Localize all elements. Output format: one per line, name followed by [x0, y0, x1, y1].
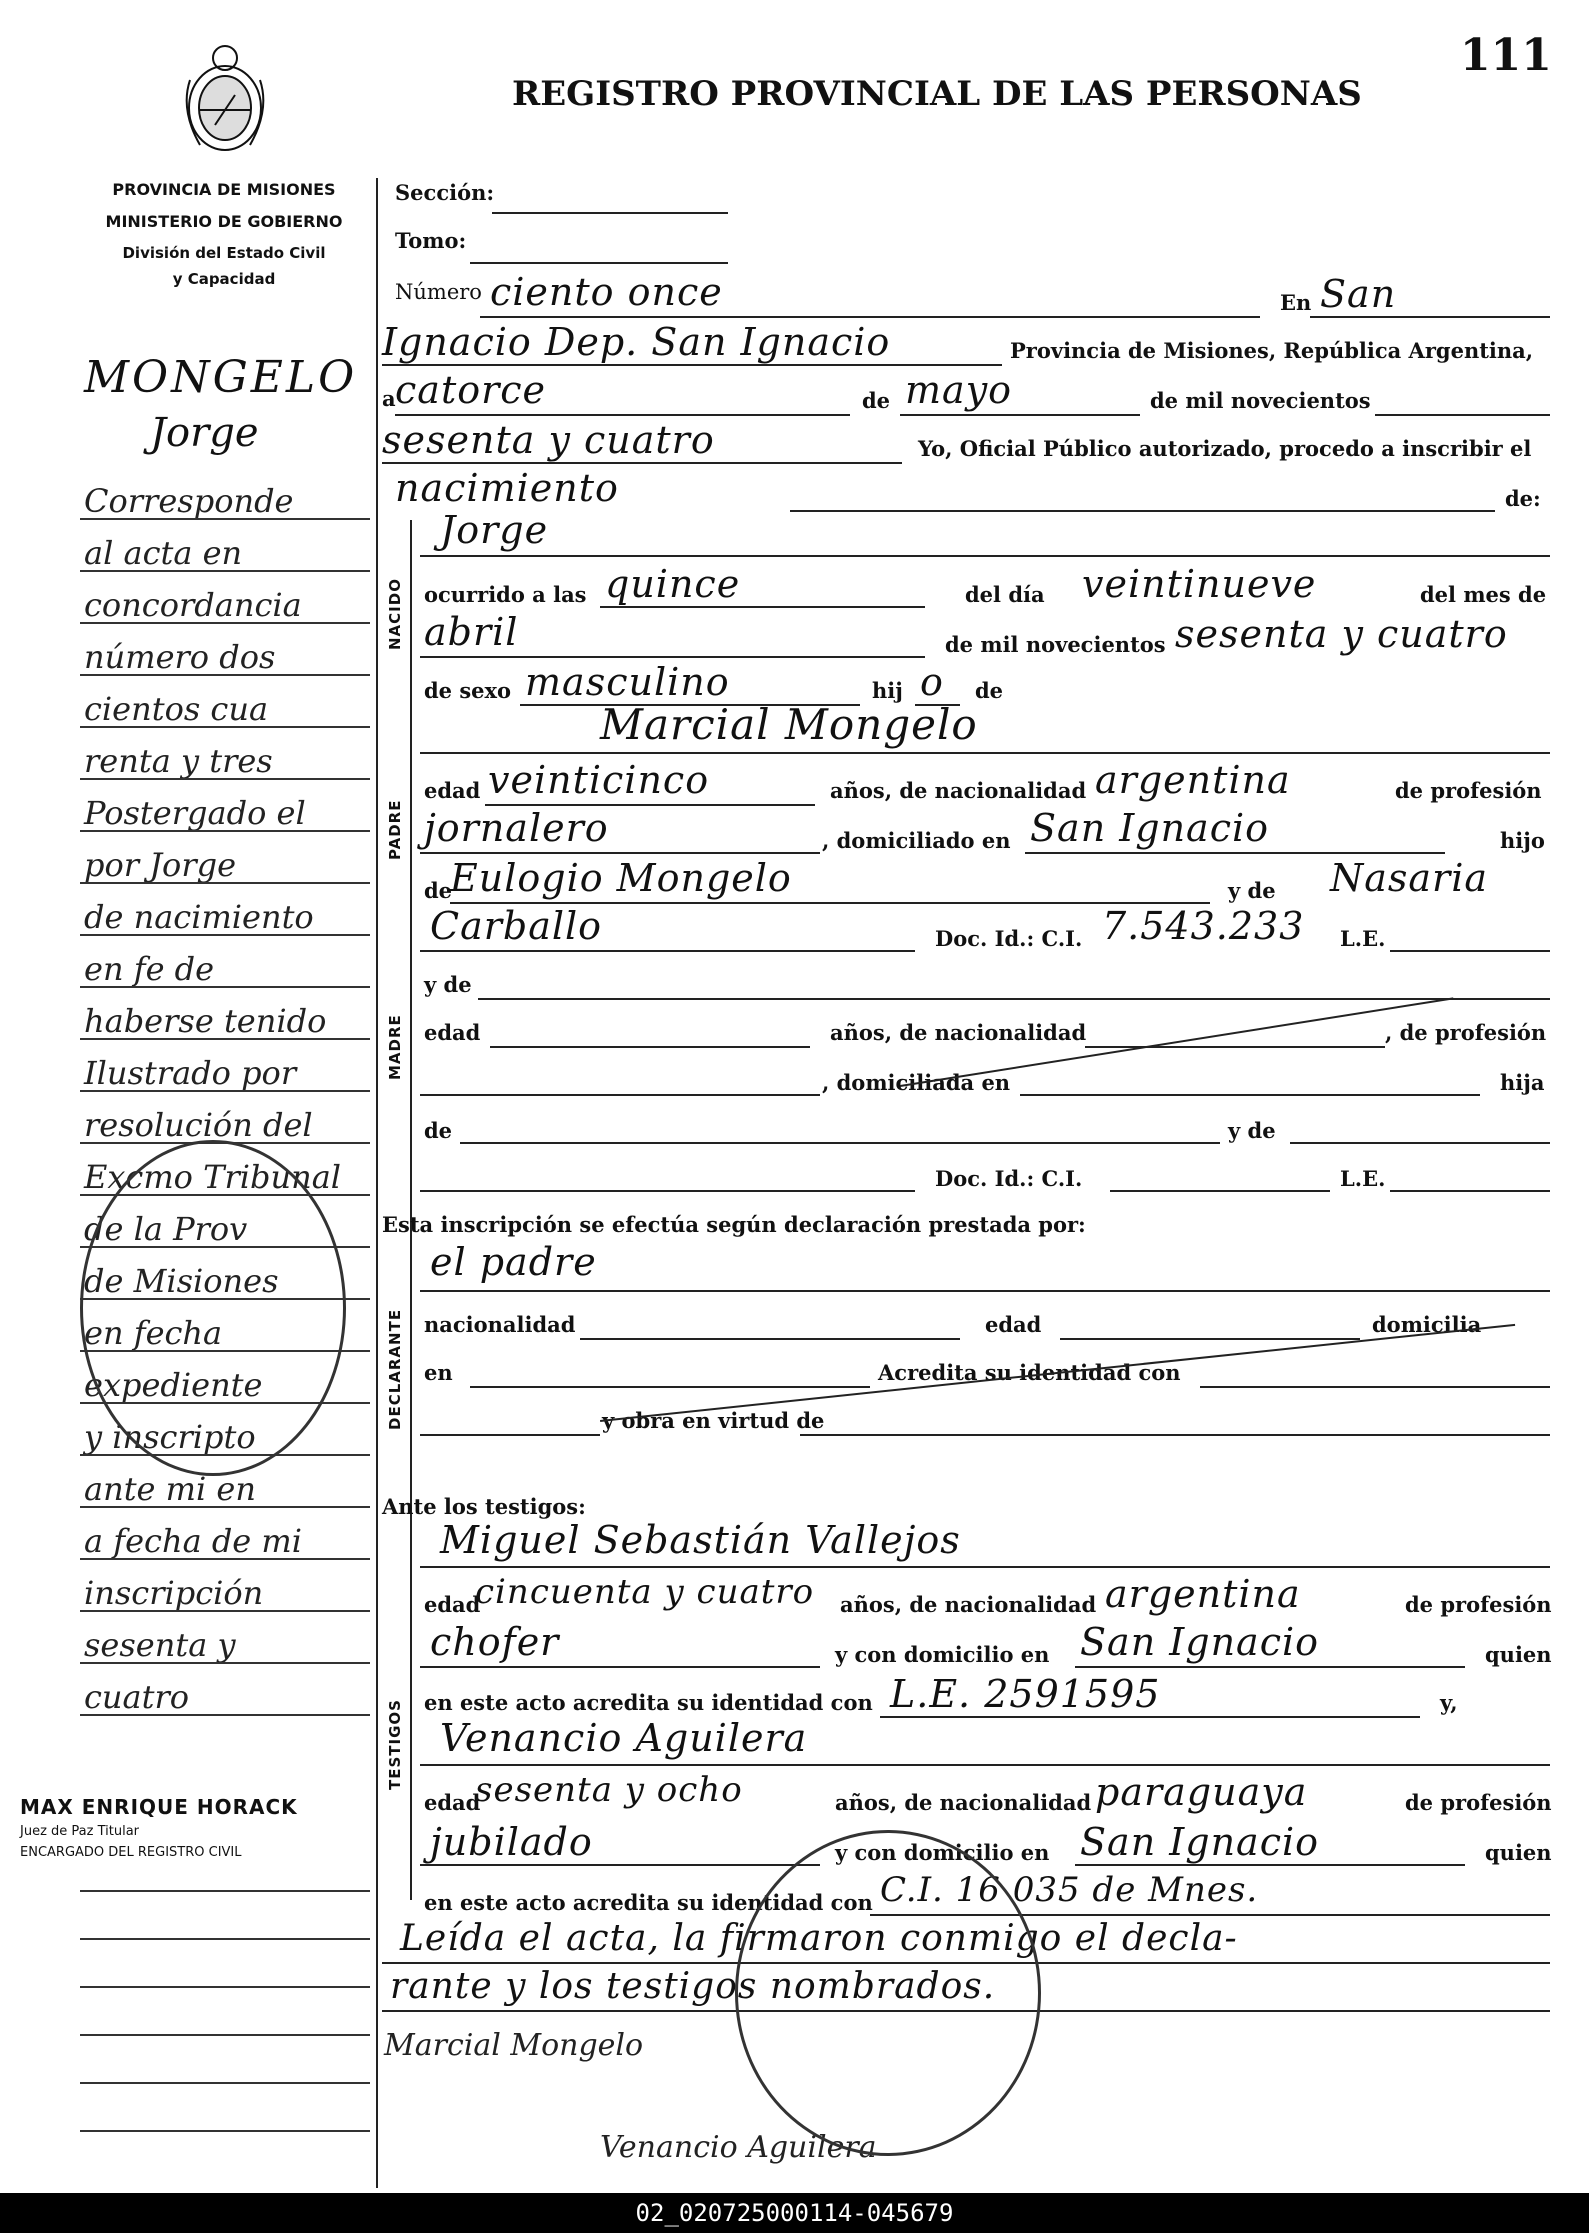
closing-line-1: Leída el acta, la firmaron conmigo el decla-: [400, 1918, 1238, 1959]
w1-id-value: L.E. 2591595: [890, 1672, 1161, 1716]
decl-obra-label: y obra en virtud de: [602, 1408, 825, 1433]
margin-note-line: Excmo Tribunal: [84, 1158, 341, 1196]
en-label: En: [1280, 290, 1312, 315]
margin-signer-role-2: ENCARGADO DEL REGISTRO CIVIL: [20, 1845, 242, 1860]
margin-note-line: número dos: [84, 638, 276, 676]
decl-edad-label: edad: [985, 1312, 1042, 1337]
margin-signer-name: MAX ENRIQUE HORACK: [20, 1795, 298, 1819]
margin-given-name: Jorge: [150, 410, 259, 456]
w1-prof-value: chofer: [430, 1620, 560, 1664]
padre-nac-label: años, de nacionalidad: [830, 778, 1087, 803]
margin-rule: [80, 1090, 370, 1092]
day-value: catorce: [395, 368, 547, 412]
hour-value: quince: [605, 562, 741, 606]
grandfather-name: Eulogio Mongelo: [450, 856, 792, 900]
w2-acredita-label: en este acto acredita su identidad con: [424, 1890, 873, 1915]
w2-id-value: C.I. 16 035 de Mnes.: [880, 1870, 1259, 1910]
madre-y-de-label-2: y de: [1228, 1118, 1276, 1143]
hij-label: hij: [872, 678, 903, 703]
father-name: Marcial Mongelo: [600, 700, 978, 749]
w1-prof-label: de profesión: [1405, 1592, 1552, 1617]
margin-note-line: inscripción: [84, 1574, 264, 1612]
nacido-mil-label: de mil novecientos: [945, 632, 1166, 657]
division-heading: División del Estado Civil: [122, 244, 326, 262]
margin-note-line: en fe de: [84, 950, 215, 988]
margin-note-line: sesenta y: [84, 1626, 236, 1664]
provincia-label: Provincia de Misiones, República Argentina,: [1010, 338, 1534, 363]
margin-note-line: Corresponde: [84, 482, 294, 520]
margin-note-line: al acta en: [84, 534, 243, 572]
margin-rule: [80, 1986, 370, 1988]
registry-stamp: [80, 1140, 346, 1476]
w1-nac-label: años, de nacionalidad: [840, 1592, 1097, 1617]
birth-year-value: sesenta y cuatro: [1175, 612, 1508, 656]
child-name: Jorge: [440, 508, 549, 552]
margin-note-line: expediente: [84, 1366, 263, 1404]
padre-doc-label: Doc. Id.: C.I.: [935, 926, 1083, 951]
margin-rule: [80, 778, 370, 780]
declarante-section-label: DECLARANTE: [386, 1308, 404, 1430]
padre-dom-label: , domiciliado en: [822, 828, 1011, 853]
de-colon-label: de:: [1505, 486, 1541, 511]
declarante-intro: Esta inscripción se efectúa según declaración prestada por:: [382, 1212, 1086, 1237]
del-dia-label: del día: [965, 582, 1045, 607]
registry-stamp-lower: [735, 1830, 1041, 2156]
a-label: a: [382, 386, 396, 411]
margin-note-line: de Misiones: [84, 1262, 279, 1300]
margin-rule: [80, 518, 370, 520]
sexo-label: de sexo: [424, 678, 512, 703]
w2-quien-label: quien: [1485, 1840, 1552, 1865]
padre-section-label: PADRE: [386, 799, 404, 860]
birth-day-value: veintinueve: [1082, 562, 1317, 606]
madre-prof-label: , de profesión: [1385, 1020, 1547, 1045]
witness-2-name: Venancio Aguilera: [440, 1716, 808, 1760]
province-heading: PROVINCIA DE MISIONES: [112, 180, 336, 199]
margin-rule: [80, 1506, 370, 1508]
testigos-intro: Ante los testigos:: [382, 1494, 586, 1519]
division-heading-2: y Capacidad: [172, 270, 276, 288]
madre-edad-label: edad: [424, 1020, 481, 1045]
margin-rule: [80, 570, 370, 572]
madre-dom-label: , domiciliada en: [822, 1070, 1011, 1095]
w2-nac-value: paraguaya: [1095, 1770, 1308, 1814]
margin-rule: [80, 882, 370, 884]
signature-witness-2: Venancio Aguilera: [600, 2130, 877, 2165]
decl-dom-label: domicilia: [1372, 1312, 1482, 1337]
margin-rule: [80, 2034, 370, 2036]
padre-prof-value: jornalero: [424, 806, 609, 850]
w2-dom-label: y con domicilio en: [835, 1840, 1050, 1865]
grandmother-surname: Carballo: [430, 904, 603, 948]
numero-value: ciento once: [490, 270, 723, 314]
margin-rule: [80, 1938, 370, 1940]
margin-rule: [80, 1610, 370, 1612]
padre-y-de-label: y de: [1228, 878, 1276, 903]
madre-hija-label: hija: [1500, 1070, 1545, 1095]
madre-doc-label: Doc. Id.: C.I.: [935, 1166, 1083, 1191]
madre-le-label: L.E.: [1340, 1166, 1386, 1191]
padre-prof-label: de profesión: [1395, 778, 1542, 803]
nacido-de-label: de: [975, 678, 1004, 703]
padre-le-label: L.E.: [1340, 926, 1386, 951]
barcode-id: 02_020725000114-045679: [0, 2193, 1589, 2233]
padre-nac-value: argentina: [1095, 758, 1291, 802]
margin-rule: [80, 2130, 370, 2132]
margin-note-line: renta y tres: [84, 742, 273, 780]
margin-note-line: en fecha: [84, 1314, 223, 1352]
margin-note-line: haberse tenido: [84, 1002, 327, 1040]
decl-nac-label: nacionalidad: [424, 1312, 576, 1337]
margin-note-line: cientos cua: [84, 690, 269, 728]
margin-rule: [80, 934, 370, 936]
numero-label: Número: [395, 280, 482, 304]
mil-label: de mil novecientos: [1150, 388, 1371, 413]
w2-prof-value: jubilado: [430, 1820, 593, 1864]
margin-note-line: por Jorge: [84, 846, 237, 884]
seccion-label: Sección:: [395, 180, 495, 205]
madre-y-de-label: y de: [424, 972, 472, 997]
margin-note-line: cuatro: [84, 1678, 190, 1716]
witness-1-name: Miguel Sebastián Vallejos: [440, 1518, 961, 1562]
testigos-section-label: TESTIGOS: [386, 1699, 404, 1790]
w2-prof-label: de profesión: [1405, 1790, 1552, 1815]
grandmother-name: Nasaria: [1330, 856, 1489, 900]
year-value: sesenta y cuatro: [382, 418, 715, 462]
margin-note-line: de nacimiento: [84, 898, 314, 936]
w1-quien-label: quien: [1485, 1642, 1552, 1667]
w1-dom-value: San Ignacio: [1080, 1620, 1320, 1664]
margin-rule: [80, 622, 370, 624]
margin-signer-role: Juez de Paz Titular: [20, 1824, 139, 1839]
margin-rule: [80, 674, 370, 676]
padre-doc-value: 7.543.233: [1102, 904, 1305, 948]
decl-en-label: en: [424, 1360, 453, 1385]
ocurrido-label: ocurrido a las: [424, 582, 587, 607]
padre-edad-label: edad: [424, 778, 481, 803]
margin-rule: [80, 1038, 370, 1040]
w1-edad-value: cincuenta y cuatro: [475, 1572, 815, 1612]
w1-acredita-label: en este acto acredita su identidad con: [424, 1690, 873, 1715]
margin-note-line: Ilustrado por: [84, 1054, 297, 1092]
yo-label: Yo, Oficial Público autorizado, procedo a inscribir el: [918, 436, 1532, 461]
padre-edad-value: veinticinco: [488, 758, 710, 802]
w2-nac-label: años, de nacionalidad: [835, 1790, 1092, 1815]
margin-rule: [80, 1558, 370, 1560]
sexo-value: masculino: [525, 660, 730, 704]
page-title: REGISTRO PROVINCIAL DE LAS PERSONAS: [512, 74, 1362, 114]
w2-dom-value: San Ignacio: [1080, 1820, 1320, 1864]
w2-edad-label: edad: [424, 1790, 481, 1815]
birth-month-value: abril: [424, 610, 519, 654]
madre-de-label: de: [424, 1118, 453, 1143]
w2-edad-value: sesenta y ocho: [475, 1770, 743, 1810]
margin-note-line: y inscripto: [84, 1418, 256, 1456]
margin-rule: [80, 2082, 370, 2084]
decl-acredita-label: Acredita su identidad con: [878, 1360, 1181, 1385]
en-value: San: [1320, 272, 1397, 316]
padre-hijo-label: hijo: [1500, 828, 1545, 853]
madre-section-label: MADRE: [386, 1014, 404, 1080]
page-number: 111: [1460, 30, 1552, 81]
w1-nac-value: argentina: [1105, 1572, 1301, 1616]
margin-divider: [376, 178, 378, 2188]
act-value: nacimiento: [395, 466, 619, 510]
de-label: de: [862, 388, 891, 413]
month-value: mayo: [905, 368, 1013, 412]
w1-dom-label: y con domicilio en: [835, 1642, 1050, 1667]
place-value: Ignacio Dep. San Ignacio: [382, 320, 891, 364]
ministry-heading: MINISTERIO DE GOBIERNO: [105, 212, 343, 231]
hij-value: o: [920, 660, 944, 704]
madre-nac-label: años, de nacionalidad: [830, 1020, 1087, 1045]
margin-note-line: concordancia: [84, 586, 302, 624]
padre-dom-value: San Ignacio: [1030, 806, 1270, 850]
declarant-value: el padre: [430, 1240, 597, 1284]
margin-surname: MONGELO: [84, 352, 358, 403]
margin-rule: [80, 726, 370, 728]
margin-rule: [80, 1662, 370, 1664]
nacido-section-label: NACIDO: [386, 578, 404, 650]
w1-edad-label: edad: [424, 1592, 481, 1617]
padre-de-label: de: [424, 878, 453, 903]
section-bracket: [410, 520, 412, 1900]
margin-rule: [80, 1714, 370, 1716]
closing-line-2: rante y los testigos nombrados.: [390, 1966, 996, 2007]
margin-note-line: de la Prov: [84, 1210, 248, 1248]
del-mes-label: del mes de: [1420, 582, 1547, 607]
tomo-label: Tomo:: [395, 228, 467, 253]
margin-note-line: ante mi en: [84, 1470, 256, 1508]
w1-y-label: y,: [1440, 1690, 1458, 1715]
coat-of-arms-seal: [170, 40, 280, 160]
margin-rule: [80, 1890, 370, 1892]
margin-note-line: resolución del: [84, 1106, 313, 1144]
margin-rule: [80, 830, 370, 832]
margin-note-line: a fecha de mi: [84, 1522, 302, 1560]
margin-rule: [80, 986, 370, 988]
margin-note-line: Postergado el: [84, 794, 306, 832]
signature-declarant: Marcial Mongelo: [384, 2028, 644, 2063]
